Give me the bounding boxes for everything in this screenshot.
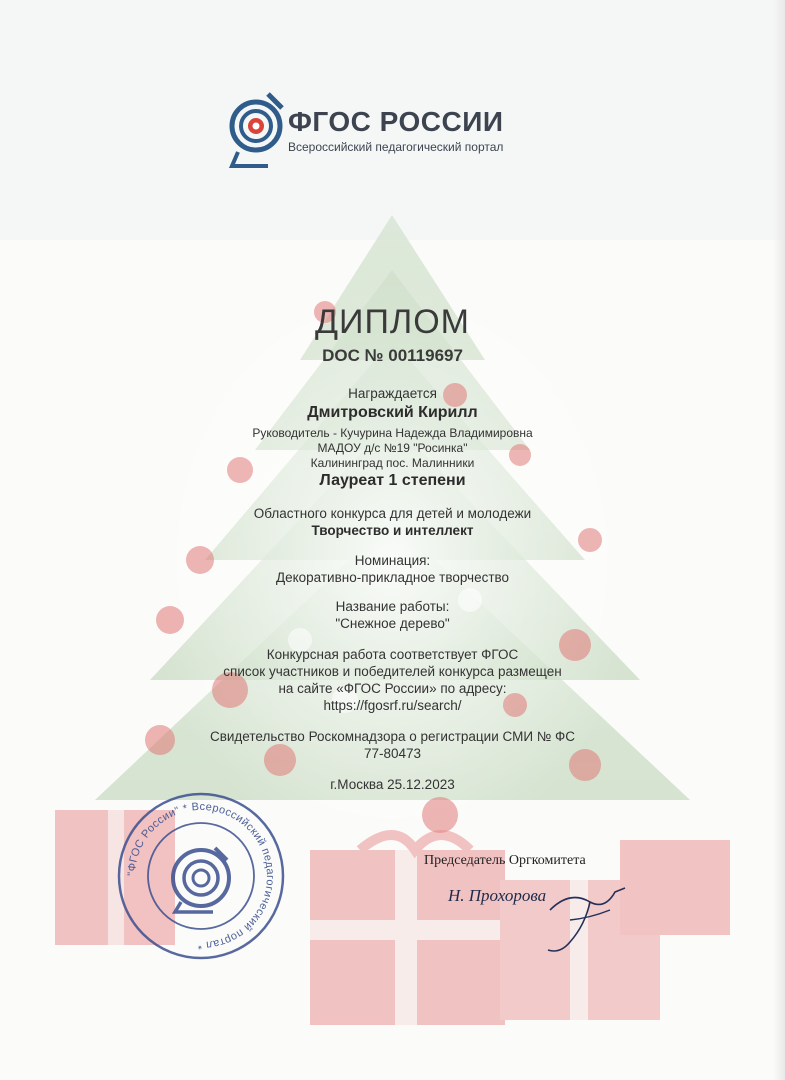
institution-line: МАДОУ д/с №19 "Росинка" xyxy=(317,441,468,455)
contest-line: Областного конкурса для детей и молодежи xyxy=(253,506,532,521)
diploma-title: ДИПЛОМ xyxy=(315,303,470,341)
chairman-label: Председатель Оргкомитета xyxy=(424,853,586,868)
scan-edge-shadow xyxy=(773,0,785,1080)
handwritten-signature xyxy=(530,880,640,960)
results-url: https://fgosrf.ru/search/ xyxy=(323,698,462,713)
nomination-value: Декоративно-прикладное творчество xyxy=(275,570,510,585)
registration-line-1: Свидетельство Роскомнадзора о регистрации СМИ № ФС xyxy=(209,729,576,744)
stamp-ring-text: "ФГОС России" * Всероссийский педагогический портал * xyxy=(125,800,277,952)
supervisor-line: Руководитель - Кучурина Надежда Владимировна xyxy=(252,426,533,440)
logo-subtitle: Всероссийский педагогический портал xyxy=(288,140,504,154)
contest-name: Творчество и интеллект xyxy=(311,523,474,538)
work-title-label: Название работы: xyxy=(335,599,450,614)
awarded-label: Награждается xyxy=(348,386,437,401)
fgos-logo-icon xyxy=(228,90,284,170)
compliance-line-1: Конкурсная работа соответствует ФГОС xyxy=(266,647,519,662)
fgos-logo xyxy=(228,88,568,178)
compliance-line-3: на сайте «ФГОС России» по адресу: xyxy=(278,681,507,696)
compliance-line-2: список участников и победителей конкурса размещен xyxy=(223,664,562,679)
nomination-label: Номинация: xyxy=(354,553,431,568)
registration-line-2: 77-80473 xyxy=(363,746,422,761)
organization-stamp xyxy=(115,790,287,962)
recipient-name: Дмитровский Кирилл xyxy=(307,404,478,421)
document-number: DOC № 00119697 xyxy=(322,346,463,365)
location-line: Калининград пос. Малинники xyxy=(310,456,475,470)
date-place: г.Москва 25.12.2023 xyxy=(330,777,455,792)
stamp-logo-icon xyxy=(173,848,229,912)
signer-name: Н. Прохорова xyxy=(448,886,547,905)
work-title-value: "Снежное дерево" xyxy=(335,616,450,631)
award-level: Лауреат 1 степени xyxy=(319,472,466,489)
logo-title: ФГОС РОССИИ xyxy=(288,106,504,137)
